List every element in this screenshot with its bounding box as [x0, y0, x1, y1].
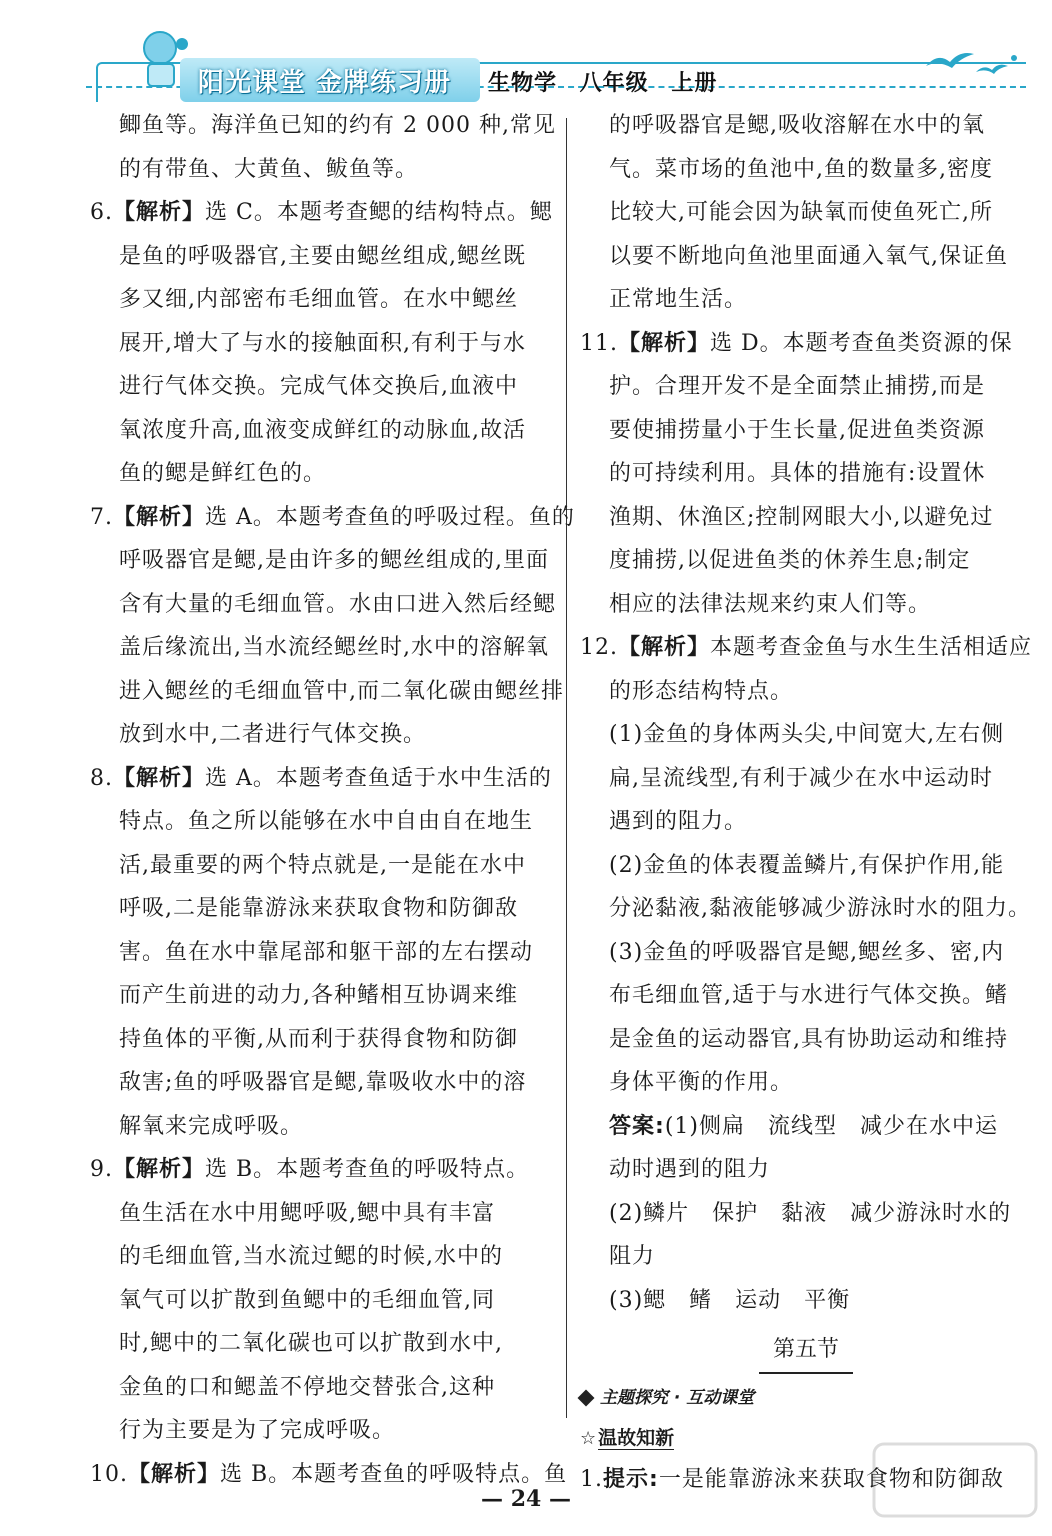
text-line [90, 626, 550, 670]
line-text: 而产生前进的动力,各种鳍相互协调来维 [119, 983, 518, 1008]
text-line [90, 1192, 550, 1236]
text-line [580, 365, 1032, 409]
line-text: 选 A。本题考查鱼适于水中生活的 [205, 765, 552, 791]
text-line [580, 148, 1032, 192]
text-line [90, 278, 550, 322]
line-text: 的有带鱼、大黄鱼、鲅鱼等。 [119, 156, 419, 182]
text-line [90, 931, 550, 975]
text-line [90, 1279, 550, 1323]
text-line [580, 1105, 1032, 1149]
text-line [90, 713, 550, 757]
text-line [580, 1018, 1032, 1062]
answer-tag: 答案: [609, 1113, 665, 1139]
line-text: 的毛细血管,当水流过鳃的时候,水中的 [119, 1244, 503, 1269]
brand-title: 阳光课堂 金牌练习册 [198, 68, 452, 98]
text-line [580, 713, 1032, 757]
text-line [90, 800, 550, 844]
line-text: 度捕捞,以促进鱼类的休养生息;制定 [609, 548, 971, 573]
text-line [90, 757, 550, 801]
hint-tag: 提示: [603, 1466, 659, 1492]
line-text: 活,最重要的两个特点就是,一是能在水中 [119, 852, 526, 878]
text-line [90, 887, 550, 931]
line-text: 相应的法律法规来约束人们等。 [609, 591, 932, 617]
line-text: 气。菜市场的鱼池中,鱼的数量多,密度 [609, 156, 993, 182]
analysis-tag: 【解析】 [618, 330, 711, 356]
line-text: 护。合理开发不是全面禁止捕捞,而是 [609, 374, 985, 399]
line-text: (3)鳃 鳍 运动 平衡 [609, 1287, 851, 1313]
column-divider [566, 118, 567, 1418]
line-text: 动时遇到的阻力 [609, 1157, 771, 1182]
text-line [580, 539, 1032, 583]
line-text: 选 B。本题考查鱼的呼吸特点。 [205, 1157, 530, 1182]
line-text: (1)侧扁 流线型 减少在水中运 [664, 1113, 998, 1139]
line-text: 呼吸器官是鳃,是由许多的鳃丝组成的,里面 [119, 548, 549, 573]
question-number: 10. [90, 1461, 128, 1487]
text-line [90, 148, 550, 192]
line-text: 盖后缘流出,当水流经鳃丝时,水中的溶解氧 [119, 635, 549, 660]
question-number: 12. [580, 635, 618, 660]
text-line [580, 757, 1032, 801]
text-line [90, 844, 550, 888]
line-text: 选 B。本题考查鱼的呼吸特点。鱼 [220, 1461, 568, 1487]
line-text: 害。鱼在水中靠尾部和躯干部的左右摆动 [119, 939, 534, 965]
line-text: 金鱼的口和鳃盖不停地交替张合,这种 [119, 1374, 495, 1400]
analysis-tag: 【解析】 [113, 1157, 206, 1182]
line-text: 特点。鱼之所以能够在水中自由自在地生 [119, 809, 534, 834]
page-number: — 24 — [481, 1486, 571, 1512]
line-text: 分泌黏液,黏液能够减少游泳时水的阻力。 [609, 896, 1031, 921]
text-line [580, 931, 1032, 975]
line-text: 阻力 [609, 1244, 656, 1269]
line-text: 遇到的阻力。 [609, 809, 748, 834]
text-line [580, 1148, 1032, 1192]
line-text: 渔期、休渔区;控制网眼大小,以避免过 [609, 504, 994, 530]
text-line [90, 1105, 550, 1149]
line-text: 正常地生活。 [609, 287, 748, 312]
page-header [0, 0, 1052, 110]
text-line [580, 278, 1032, 322]
star-icon: ☆ [580, 1427, 597, 1449]
line-text: 鲫鱼等。海洋鱼已知的约有 2 000 种,常见 [119, 113, 556, 138]
analysis-tag: 【解析】 [113, 504, 206, 530]
text-line [580, 583, 1032, 627]
line-text: 的形态结构特点。 [609, 678, 794, 704]
text-line [90, 365, 550, 409]
text-line [90, 322, 550, 366]
right-column [580, 104, 1032, 1501]
line-text: 一是能靠游泳来获取食物和防御敌 [658, 1466, 1004, 1492]
text-line [90, 1018, 550, 1062]
section-tag-text: 主题探究 · 互动课堂 [600, 1387, 755, 1408]
question-number: 8. [90, 765, 113, 791]
line-text: 放到水中,二者进行气体交换。 [119, 722, 426, 747]
text-line [580, 409, 1032, 453]
text-line [580, 800, 1032, 844]
subject-title: 生物学 八年级 上册 [488, 71, 718, 96]
subsection-tag-text: 温故知新 [598, 1426, 675, 1449]
line-text: 选 A。本题考查鱼的呼吸过程。鱼的 [205, 504, 575, 530]
line-text: 解氧来完成呼吸。 [119, 1113, 304, 1139]
question-number: 7. [90, 504, 113, 530]
line-text: (2)鳞片 保护 黏液 减少游泳时水的 [609, 1200, 1012, 1226]
line-text: 布毛细血管,适于与水进行气体交换。鳍 [609, 983, 1008, 1008]
left-column [90, 104, 575, 1496]
text-line [90, 1322, 550, 1366]
line-text: 持鱼体的平衡,从而利于获得食物和防御 [119, 1026, 518, 1052]
line-text: 是金鱼的运动器官,具有协助运动和维持 [609, 1026, 1008, 1052]
watermark-logo [870, 1440, 1040, 1520]
text-line [580, 191, 1032, 235]
text-line [580, 496, 1032, 540]
diamond-icon [578, 1389, 595, 1406]
text-line [90, 1235, 550, 1279]
text-line [580, 887, 1032, 931]
line-text: 进入鳃丝的毛细血管中,而二氧化碳由鳃丝排 [119, 678, 564, 704]
line-text: 的呼吸器官是鳃,吸收溶解在水中的氧 [609, 113, 985, 138]
text-line [90, 1409, 550, 1453]
text-line [580, 1061, 1032, 1105]
question-number: 9. [90, 1157, 113, 1182]
text-line [580, 626, 1032, 670]
text-line [90, 539, 550, 583]
line-text: (3)金鱼的呼吸器官是鳃,鳃丝多、密,内 [609, 939, 1005, 965]
text-line [580, 1279, 1032, 1323]
analysis-tag: 【解析】 [128, 1461, 221, 1487]
text-line [580, 322, 1032, 366]
line-text: 展开,增大了与水的接触面积,有利于与水 [119, 330, 526, 356]
text-line [580, 452, 1032, 496]
text-line [90, 452, 550, 496]
line-text: 鱼生活在水中用鳃呼吸,鳃中具有丰富 [119, 1200, 495, 1226]
line-text: (1)金鱼的身体两头尖,中间宽大,左右侧 [609, 722, 1005, 747]
analysis-tag: 【解析】 [113, 765, 206, 791]
line-text: 氧浓度升高,血液变成鲜红的动脉血,故活 [119, 417, 526, 443]
section-title-text: 第五节 [759, 1328, 853, 1374]
line-text: 是鱼的呼吸器官,主要由鳃丝组成,鳃丝既 [119, 243, 526, 269]
text-line [90, 191, 553, 235]
line-text: 的可持续利用。具体的措施有:设置休 [609, 461, 986, 486]
text-line [90, 583, 557, 627]
section-tag [580, 1378, 1032, 1418]
line-text: 行为主要是为了完成呼吸。 [119, 1418, 396, 1443]
text-line [90, 1148, 550, 1192]
text-line [580, 974, 1032, 1018]
line-text: 选 D。本题考查鱼类资源的保 [710, 330, 1013, 356]
question-number: 1. [580, 1466, 603, 1492]
text-line [90, 974, 550, 1018]
line-text: 要使捕捞量小于生长量,促进鱼类资源 [609, 417, 985, 443]
line-text: 选 C。本题考查鳃的结构特点。鳃 [205, 200, 553, 225]
text-line [580, 670, 1032, 714]
line-text: 含有大量的毛细血管。水由口进入然后经鳃 [119, 591, 557, 617]
birds-icon [916, 44, 1026, 84]
line-text: 氧气可以扩散到鱼鳃中的毛细血管,同 [119, 1287, 495, 1313]
text-line [580, 1235, 1032, 1279]
line-text: 以要不断地向鱼池里面通入氧气,保证鱼 [609, 243, 1008, 269]
text-line [90, 670, 564, 714]
question-number: 11. [580, 330, 618, 356]
line-text: 扁,呈流线型,有利于减少在水中运动时 [609, 765, 993, 791]
text-line [90, 496, 575, 540]
line-text: 进行气体交换。完成气体交换后,血液中 [119, 374, 518, 399]
text-line [90, 409, 550, 453]
text-line [580, 844, 1032, 888]
line-text: 敌害;鱼的呼吸器官是鳃,靠吸收水中的溶 [119, 1070, 527, 1095]
text-line [580, 1192, 1032, 1236]
analysis-tag: 【解析】 [618, 635, 711, 660]
line-text: 身体平衡的作用。 [609, 1070, 794, 1095]
line-text: 呼吸,二是能靠游泳来获取食物和防御敌 [119, 896, 518, 921]
line-text: 时,鳃中的二氧化碳也可以扩散到水中, [119, 1331, 503, 1356]
text-line [580, 235, 1032, 279]
line-text: 鱼的鳃是鲜红色的。 [119, 461, 327, 486]
line-text: 比较大,可能会因为缺氧而使鱼死亡,所 [609, 200, 993, 225]
section-title [580, 1328, 1032, 1372]
text-line [580, 104, 1032, 148]
text-line [90, 1366, 550, 1410]
line-text: 多又细,内部密布毛细血管。在水中鳃丝 [119, 287, 518, 312]
line-text: (2)金鱼的体表覆盖鳞片,有保护作用,能 [609, 852, 1005, 878]
text-line [90, 235, 550, 279]
text-line [90, 1061, 550, 1105]
question-number: 6. [90, 200, 113, 225]
analysis-tag: 【解析】 [113, 200, 206, 225]
line-text: 本题考查金鱼与水生生活相适应 [710, 635, 1033, 660]
text-line [90, 104, 556, 148]
